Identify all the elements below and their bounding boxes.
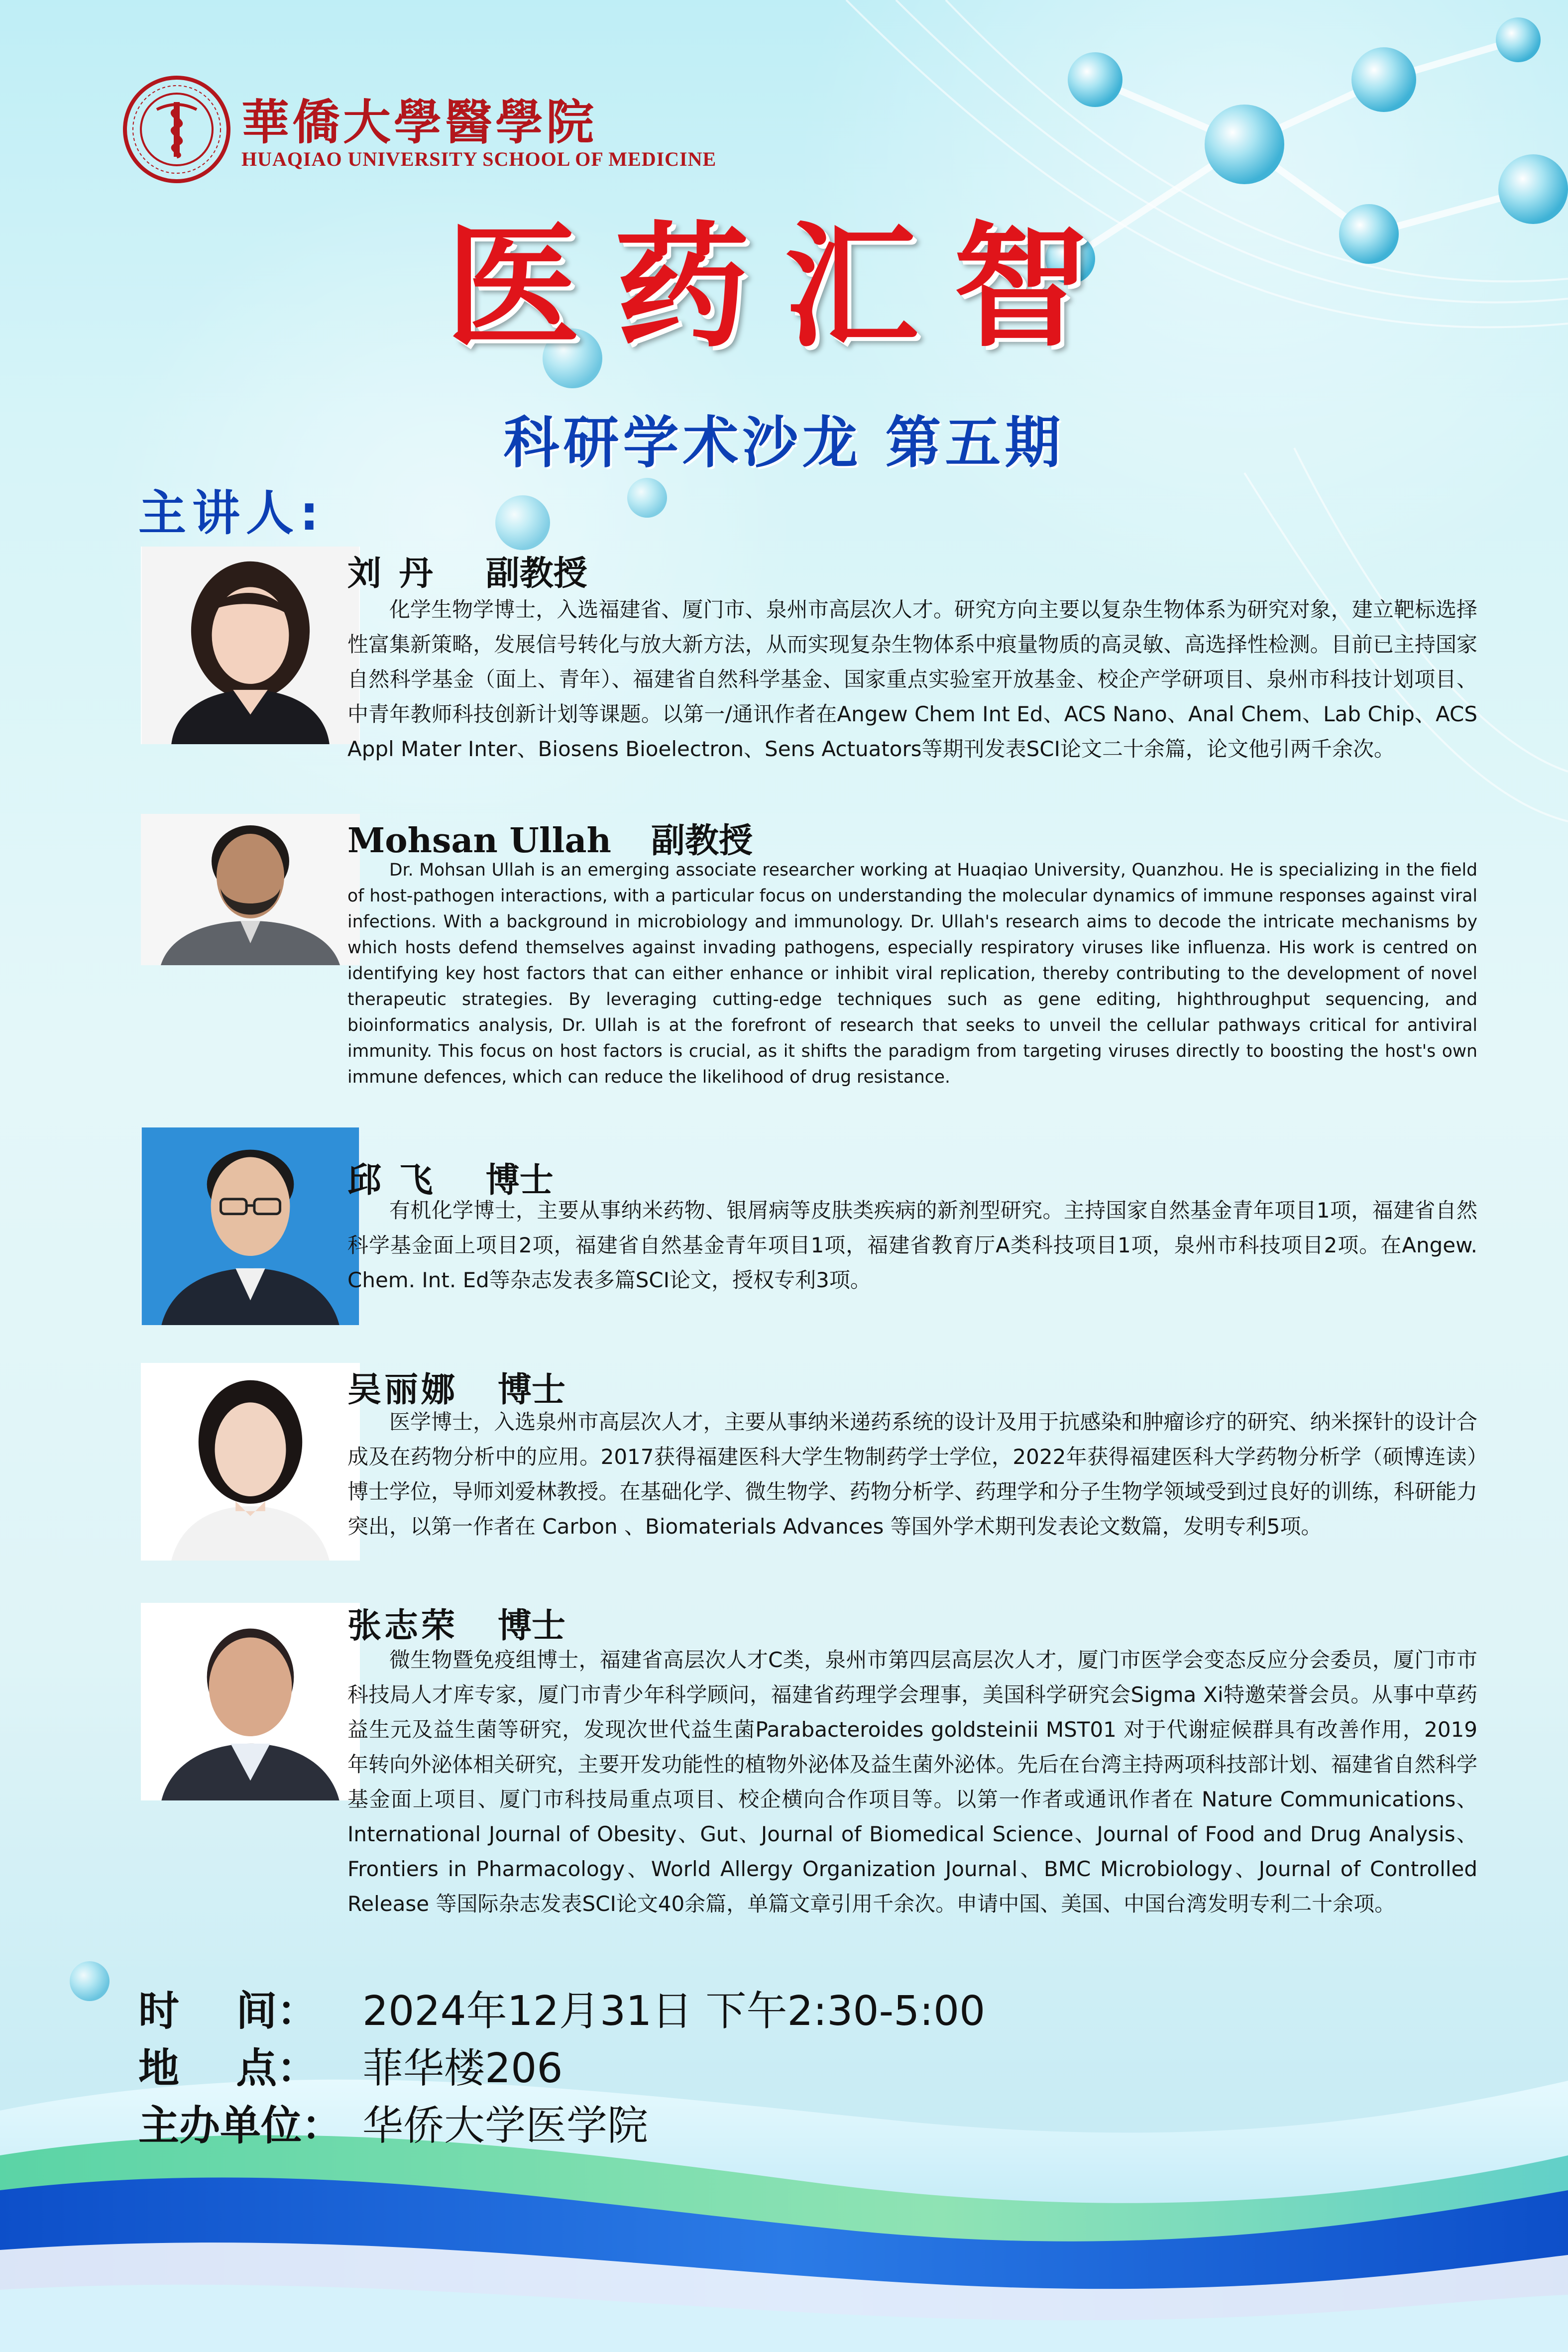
- speaker-name-text: 刘 丹: [347, 554, 436, 593]
- portrait-icon: [141, 547, 360, 744]
- host-label: 主办单位：: [138, 2102, 343, 2149]
- speaker-card: [141, 547, 1485, 761]
- speaker-title: 博士: [498, 1606, 566, 1646]
- speakers-heading: 主讲人:: [138, 485, 325, 541]
- speaker-title: 博士: [498, 1370, 566, 1410]
- university-name-en: HUAQIAO UNIVERSITY SCHOOL OF MEDICINE: [241, 148, 717, 170]
- speaker-bio: 有机化学博士，主要从事纳米药物、银屑病等皮肤类疾病的新剂型研究。主持国家自然基金青年项目1项，福建省自然科学基金面上项目2项，福建省自然基金青年项目1项，福建省教育厅A类科技项目1项，泉州市科技项目2项。在Angew. Chem. Int. Ed等杂志发表多篇SCI论文，授权专利3项。: [347, 1198, 1477, 1292]
- speaker-name-text: 邱 飞: [347, 1161, 436, 1200]
- speaker-bio: 化学生物学博士，入选福建省、厦门市、泉州市高层次人才。研究方向主要以复杂生物体系为研究对象，建立靶标选择性富集新策略，发展信号转化与放大新方法，从而实现复杂生物体系中痕量物质的高灵敏、高选择性检测。目前已主持国家自然科学基金（面上、青年）、福建省自然科学基金、国家重点实验室开放基金、校企产学研项目、泉州市科技计划项目、中青年教师科技创新计划等课题。以第一/通讯作者在Angew Chem Int Ed、ACS Nano、Anal Chem、Lab Chip、ACS Appl Mater Inter、Biosens Bioelectron、Sens Actuators等期刊发表SCI论文二十余篇，论文他引两千余次。: [347, 597, 1477, 761]
- speaker-photo: [141, 547, 360, 744]
- speaker-photo: [141, 814, 360, 965]
- portrait-icon: [141, 1603, 360, 1800]
- portrait-icon: [141, 814, 360, 965]
- speaker-photo: [141, 1127, 360, 1325]
- place-value: 菲华楼206: [362, 2045, 563, 2092]
- university-name-cn: 華僑大學醫學院: [241, 94, 597, 150]
- speaker-name: [347, 1363, 565, 1411]
- speaker-card: [141, 1363, 1485, 1562]
- speaker-name-text: 张志荣: [347, 1606, 458, 1646]
- speaker-name: [347, 547, 587, 595]
- speaker-name: [347, 1599, 565, 1647]
- time-value: 2024年12月31日 下午2:30-5:00: [362, 1988, 986, 2035]
- speaker-photo: [141, 1363, 360, 1561]
- speaker-card: [141, 1127, 1485, 1327]
- speaker-bio: 微生物暨免疫组博士，福建省高层次人才C类，泉州市第四层高层次人才，厦门市医学会变态反应分会委员，厦门市市科技局人才库专家，厦门市青少年科学顾问，福建省药理学会理事，美国科学研究会Sigma Xi特邀荣誉会员。从事中草药益生元及益生菌等研究，发现次世代益生菌Parabacteroides goldsteinii MST01 对于代谢症候群具有改善作用，2019年转向外泌体相关研究，主要开发功能性的植物外泌体及益生菌外泌体。先后在台湾主持两项科技部计划、福建省自然科学基金面上项目、厦门市科技局重点项目、校企横向合作项目等。以第一作者或通讯作者在 Nature Communications、International Journal of Obesity、Gut、Journal of Biomedical Science、Journal of Food and Drug Analysis、Frontiers in Pharmacology、World Allergy Organization Journal、BMC Microbiology、Journal of Controlled Release 等国际杂志发表SCI论文40余篇，单篇文章引用千余次。申请中国、美国、中国台湾发明专利二十余项。: [347, 1648, 1477, 1916]
- speaker-bio: 医学博士，入选泉州市高层次人才，主要从事纳米递药系统的设计及用于抗感染和肿瘤诊疗的研究、纳米探针的设计合成及在药物分析中的应用。2017获得福建医科大学生物制药学士学位，2022年获得福建医科大学药物分析学（硕博连读）博士学位，导师刘爱林教授。在基础化学、微生物学、药物分析学、药理学和分子生物学领域受到过良好的训练，科研能力突出，以第一作者在 Carbon 、Biomaterials Advances 等国外学术期刊发表论文数篇，发明专利5项。: [347, 1410, 1477, 1539]
- speaker-title: 副教授: [485, 554, 587, 593]
- event-place: [138, 2036, 563, 2094]
- speaker-card: [141, 1603, 1485, 1931]
- university-seal-icon: [122, 75, 231, 184]
- speaker-name-text: Mohsan Ullah: [347, 821, 611, 861]
- speaker-name: [347, 814, 753, 862]
- time-label: 时 间：: [138, 1988, 318, 2035]
- host-value: 华侨大学医学院: [362, 2102, 649, 2149]
- portrait-icon: [141, 1127, 360, 1325]
- speaker-photo: [141, 1603, 360, 1800]
- speaker-title: 副教授: [651, 821, 753, 861]
- portrait-icon: [141, 1363, 360, 1561]
- poster-subtitle: 科研学术沙龙 第五期: [503, 411, 1065, 475]
- speaker-title: 博士: [485, 1161, 554, 1200]
- speaker-name-text: 吴丽娜: [347, 1370, 458, 1410]
- event-time: [138, 1979, 985, 2037]
- place-label: 地 点：: [138, 2045, 318, 2092]
- speaker-card: [141, 814, 1485, 1087]
- speaker-bio: Dr. Mohsan Ullah is an emerging associate researcher working at Huaqiao University, Quanzhou. He is specializing in the field of host-pathogen interactions, with a particular focus on understanding the molecular dynamics of immune responses against viral infections. With a background in microbiology and immunology. Dr. Ullah's research aims to decode the intricate mechanisms by which hosts defend themselves against invading pathogens, especially respiratory viruses like influenza. His work is centred on identifying key host factors that can either enhance or inhibit viral replication, thereby contributing to the development of novel therapeutic strategies. By leveraging cutting-edge techniques such as gene editing, highthroughput sequencing, and bioinformatics analysis, Dr. Ullah is at the forefront of research that seeks to unveil the cellular pathways critical for antiviral immunity. This focus on host factors is crucial, as it shifts the paradigm from targeting viruses directly to boosting the host's own immune defences, which can reduce the likelihood of drug resistance.: [347, 860, 1477, 1087]
- event-host: [138, 2093, 648, 2151]
- university-logo: [122, 75, 717, 189]
- poster-title: 医药汇智: [446, 207, 1122, 365]
